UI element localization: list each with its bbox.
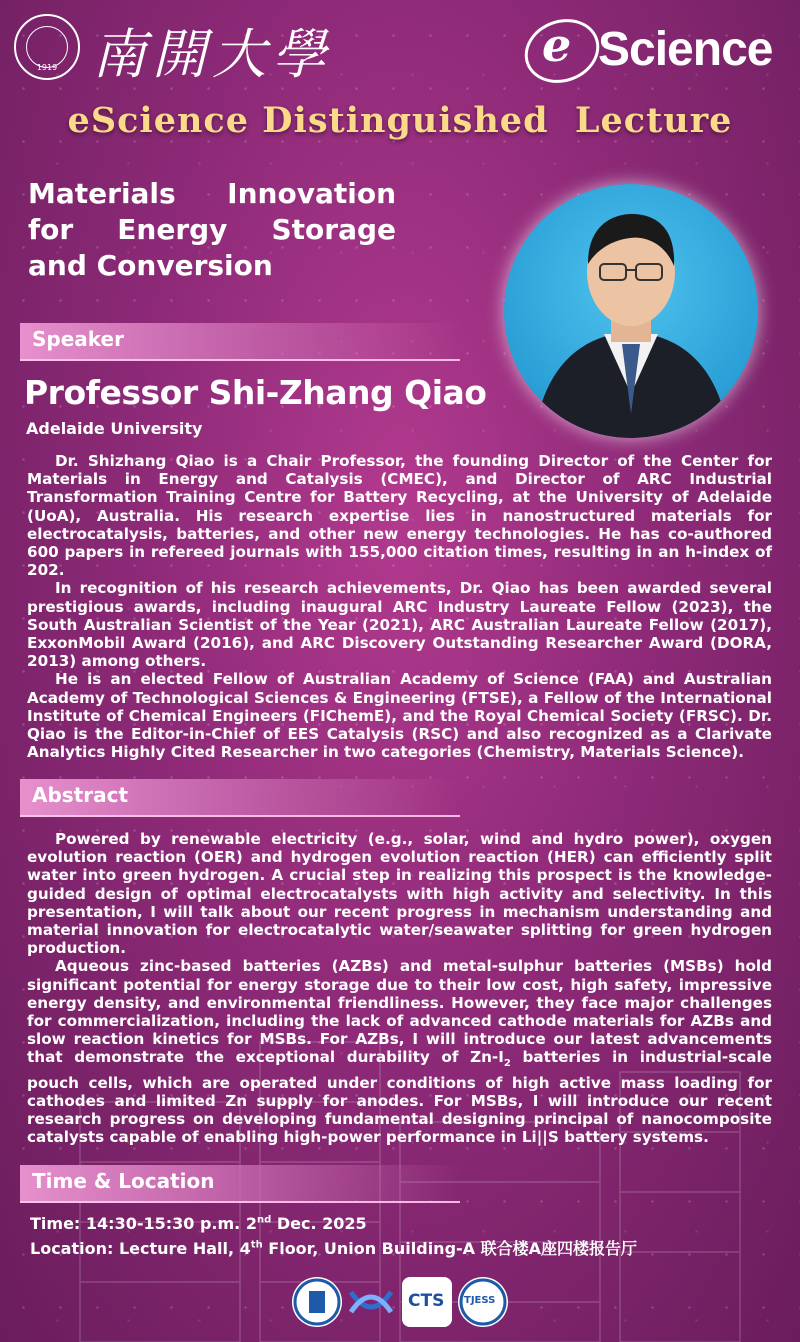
abstract-body	[27, 830, 772, 1146]
escience-wordmark: Science	[598, 23, 773, 76]
nankai-university-seal	[14, 14, 80, 80]
university-chinese-name: 南開大學	[92, 23, 332, 86]
cts-logo: CTS	[402, 1277, 452, 1327]
talk-title: Materials Innovation for Energy Storage and Conversion	[28, 177, 396, 282]
time-location-section-label: Time & Location	[20, 1165, 460, 1203]
location-line: Location: Lecture Hall, 4th Floor, Union Building-A 联合楼A座四楼报告厅	[30, 1239, 637, 1258]
speaker-section-label: Speaker	[20, 323, 460, 361]
speaker-photo	[504, 184, 758, 438]
tjess-logo: TJESS	[458, 1277, 508, 1327]
bio-paragraph: Dr. Shizhang Qiao is a Chair Professor, the founding Director of the Center for Materials in Energy and Catalysis (CMEC), and Director of ARC Industrial Transformation Training Centre for Battery Recycling, at the University of Adelaide (UoA), Australia. His research expertise lies in nanostructured materials for electrocatalysis, batteries, and other new energy technologies. He has co-authored 600 papers in refereed journals with 155,000 citation times, resulting in an h-index of 202.	[27, 452, 772, 580]
lecture-banner: eScience Distinguished Lecture	[67, 100, 733, 141]
speaker-affiliation: Adelaide University	[26, 419, 203, 438]
escience-e: e	[542, 18, 572, 72]
bio-paragraph: In recognition of his research achievements, Dr. Qiao has been awarded several prestigious awards, including inaugural ARC Industry Laureate Fellow (2023), the South Australian Scientist of the Year (2021), ARC Australian Laureate Fellow (2017), ExxonMobil Award (2016), and ARC Discovery Outstanding Researcher Award (DORA, 2013) among others.	[27, 579, 772, 671]
speaker-bio	[27, 452, 772, 761]
bio-paragraph: He is an elected Fellow of Australian Academy of Science (FAA) and Australian Academy of Technological Sciences & Engineering (FTSE), a Fellow of the International Institute of Chemical Engineers (FIChemE), and the Royal Chemical Society (FRSC). Dr. Qiao is the Editor-in-Chief of EES Catalysis (RSC) and also recognized as a Clarivate Analytics Highly Cited Researcher in two categories (Chemistry, Materials Science).	[27, 670, 772, 762]
speaker-name: Professor Shi-Zhang Qiao	[24, 373, 487, 412]
seal-year: 1919	[36, 63, 58, 72]
escience-logo	[524, 8, 784, 88]
header	[0, 0, 800, 95]
abstract-section-label: Abstract	[20, 779, 460, 817]
abstract-paragraph: Aqueous zinc-based batteries (AZBs) and metal-sulphur batteries (MSBs) hold significant potential for energy storage due to their low cost, high safety, impressive energy density, and environmental friendliness. However, they face major challenges for commercialization, including the lack of advanced cathode materials for AZBs and slow reaction kinetics for MSBs. For AZBs, I will introduce our latest advancements that demonstrate the exceptional durability of $Zn-I_2$ batteries in industrial-scale pouch cells, which are operated under conditions of high active mass loading for cathodes and limited Zn supply for anodes. For MSBs, I will introduce our recent research progress on developing fundamental designing principal of nanocomposite catalysts capable of enabling high-power performance in Li||S battery systems.	[27, 957, 772, 1147]
abstract-paragraph: Powered by renewable electricity (e.g., solar, wind and hydro power), oxygen evolution reaction (OER) and hydrogen evolution reaction (HER) can efficiently split water into green hydrogen. A crucial step in realizing this prospect is the knowledge-guided design of optimal electrocatalysts with high activity and selectivity. In this presentation, I will talk about our recent progress in mechanism understanding and material innovation for electrocatalytic water/seawater splitting for green hydrogen production.	[27, 830, 772, 958]
cross-arrows-logo	[346, 1277, 396, 1327]
nankai-school-logo	[292, 1277, 342, 1327]
time-line: Time: 14:30-15:30 p.m. 2nd Dec. 2025	[30, 1214, 367, 1233]
